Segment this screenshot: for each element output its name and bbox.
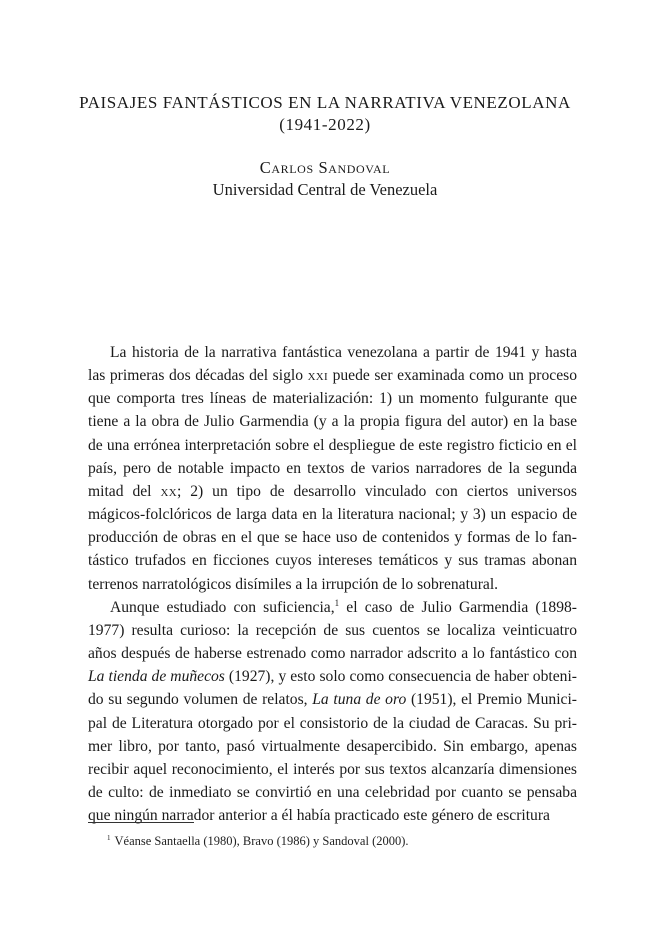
book-title: La tuna de oro: [312, 691, 407, 709]
paragraph-1: [88, 341, 577, 596]
book-title: La tienda de muñecos: [88, 668, 225, 686]
footnote-reference[interactable]: 1: [334, 597, 340, 608]
author-affiliation: Universidad Central de Venezuela: [212, 180, 438, 199]
footnote-text: Véanse Santaella (1980), Bravo (1986) y Sandoval (2000).: [114, 834, 409, 848]
author-name: Carlos Sandoval: [259, 158, 391, 177]
paragraph-1-text-c: ; 2) un tipo de desarrollo vinculado con ciertos universos mágicos-folclóricos de larga data en la literatura nacional; y 3) un espacio de producción de obras en el que se hace uso de contenidos y formas de lo fantástico trufados en ficciones cuyos intereses temáticos y sus tramas abonan terrenos narratológicos disímiles a la irrupción de lo sobrenatural.: [88, 482, 577, 593]
paragraph-2-text-a: Aunque estudiado con suficiencia,: [110, 598, 335, 616]
paragraph-2-text-d: (1951), el Premio Municipal de Literatura otorgado por el consistorio de la ciudad de Caracas. Su primer libro, por tanto, pasó virtualmente desapercibido. Sin embargo, apenas recibir aquel reconocimiento, el interés por sus textos alcanzaría dimensiones de culto: de inmediato se convirtió en una celebridad por cuanto se pensaba que ningún narrador anterior a él había practicado este género de escritura: [88, 691, 577, 825]
byline: [0, 157, 650, 201]
paragraph-2: [88, 596, 577, 828]
footnote-number: 1: [107, 833, 111, 842]
footnote: [107, 833, 409, 849]
article-header: [0, 92, 650, 136]
century-numeral: xxi: [307, 367, 329, 385]
footnote-divider: [88, 822, 194, 823]
article-body: [88, 341, 577, 827]
paragraph-2-text-b: el caso de Julio Garmendia (1898-1977) resulta curioso: la recepción de sus cuentos se localiza veinticuatro años después de haberse estrenado como narrador adscrito a lo fantástico con: [88, 598, 577, 663]
century-numeral: xx: [160, 482, 177, 500]
paragraph-1-text-b: puede ser examinada como un proceso que comporta tres líneas de materialización: 1) un momento fulgurante que tiene a la obra de Julio Garmendia (y a la propia figura del autor) en la base de una errónea interpretación sobre el despliegue de este registro ficticio en el país, pero de notable impacto en textos de varios narradores de la segunda mitad del: [88, 367, 577, 500]
article-title: PAISAJES FANTÁSTICOS EN LA NARRATIVA VENEZOLANA: [79, 93, 571, 112]
paragraph-2-text-c: (1927), y esto solo como consecuencia de haber obtenido su segundo volumen de relatos,: [88, 668, 577, 709]
article-title-dates: (1941-2022): [279, 115, 371, 134]
paragraph-1-text-a: La historia de la narrativa fantástica venezolana a partir de 1941 y hasta las primeras dos décadas del siglo: [88, 344, 577, 385]
